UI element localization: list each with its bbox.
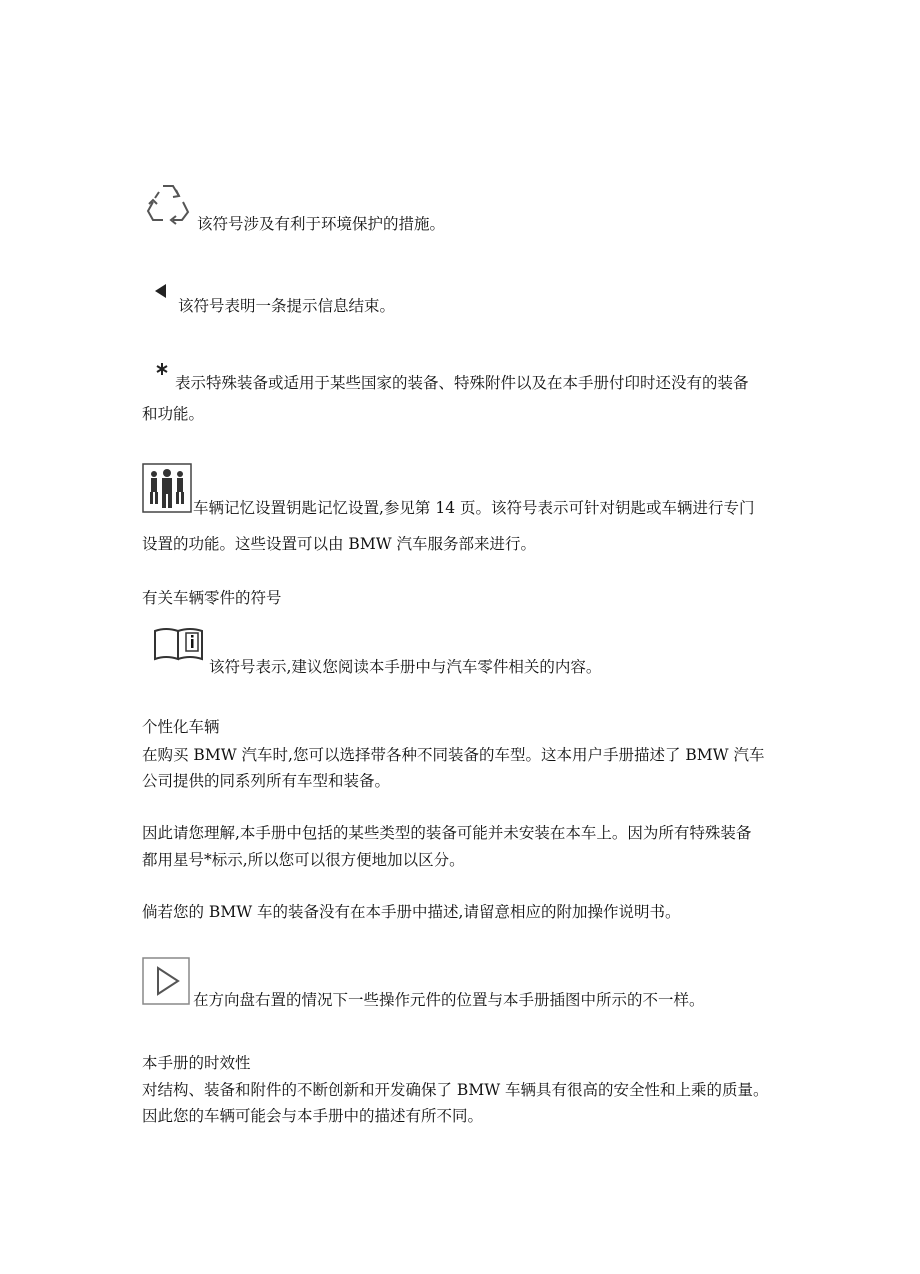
rhd-note: 在方向盘右置的情况下一些操作元件的位置与本手册插图中所示的不一样。 — [193, 991, 705, 1009]
read-manual-text: 该符号表示,建议您阅读本手册中与汽车零件相关的内容。 — [209, 658, 602, 676]
key-memory-line1: 车辆记忆设置钥匙记忆设置,参见第 14 页。该符号表示可针对钥匙或车辆进行专门 — [193, 499, 755, 517]
special-equipment-line1: 表示特殊装备或适用于某些国家的装备、特殊附件以及在本手册付印时还没有的装备 — [175, 374, 749, 392]
asterisk-icon — [155, 362, 169, 376]
special-equipment-line2: 和功能。 — [142, 405, 205, 423]
end-marker-icon — [153, 283, 167, 299]
recycle-icon — [143, 180, 193, 226]
personalize-p1-line2: 公司提供的同系列所有车型和装备。 — [142, 772, 391, 790]
validity-heading: 本手册的时效性 — [142, 1054, 251, 1072]
end-of-note-text: 该符号表明一条提示信息结束。 — [178, 297, 396, 315]
parts-symbols-heading: 有关车辆零件的符号 — [142, 589, 282, 607]
play-triangle-icon — [142, 957, 190, 1005]
environment-note: 该符号涉及有利于环境保护的措施。 — [197, 215, 446, 233]
personalize-p1-line1: 在购买 BMW 汽车时,您可以选择带各种不同装备的车型。这本用户手册描述了 BMW 汽车 — [142, 746, 765, 764]
validity-line2: 因此您的车辆可能会与本手册中的描述有所不同。 — [142, 1107, 484, 1125]
key-memory-line2: 设置的功能。这些设置可以由 BMW 汽车服务部来进行。 — [142, 535, 537, 553]
personalize-heading: 个性化车辆 — [142, 718, 220, 736]
book-info-icon — [152, 625, 206, 663]
personalize-p2-line2: 都用星号*标示,所以您可以很方便地加以区分。 — [142, 851, 465, 869]
personalize-p3: 倘若您的 BMW 车的装备没有在本手册中描述,请留意相应的附加操作说明书。 — [142, 903, 681, 921]
personalize-p2-line1: 因此请您理解,本手册中包括的某些类型的装备可能并未安装在本车上。因为所有特殊装备 — [142, 824, 752, 842]
key-memory-icon — [142, 463, 192, 513]
validity-line1: 对结构、装备和附件的不断创新和开发确保了 BMW 车辆具有很高的安全性和上乘的质量。 — [142, 1081, 769, 1099]
